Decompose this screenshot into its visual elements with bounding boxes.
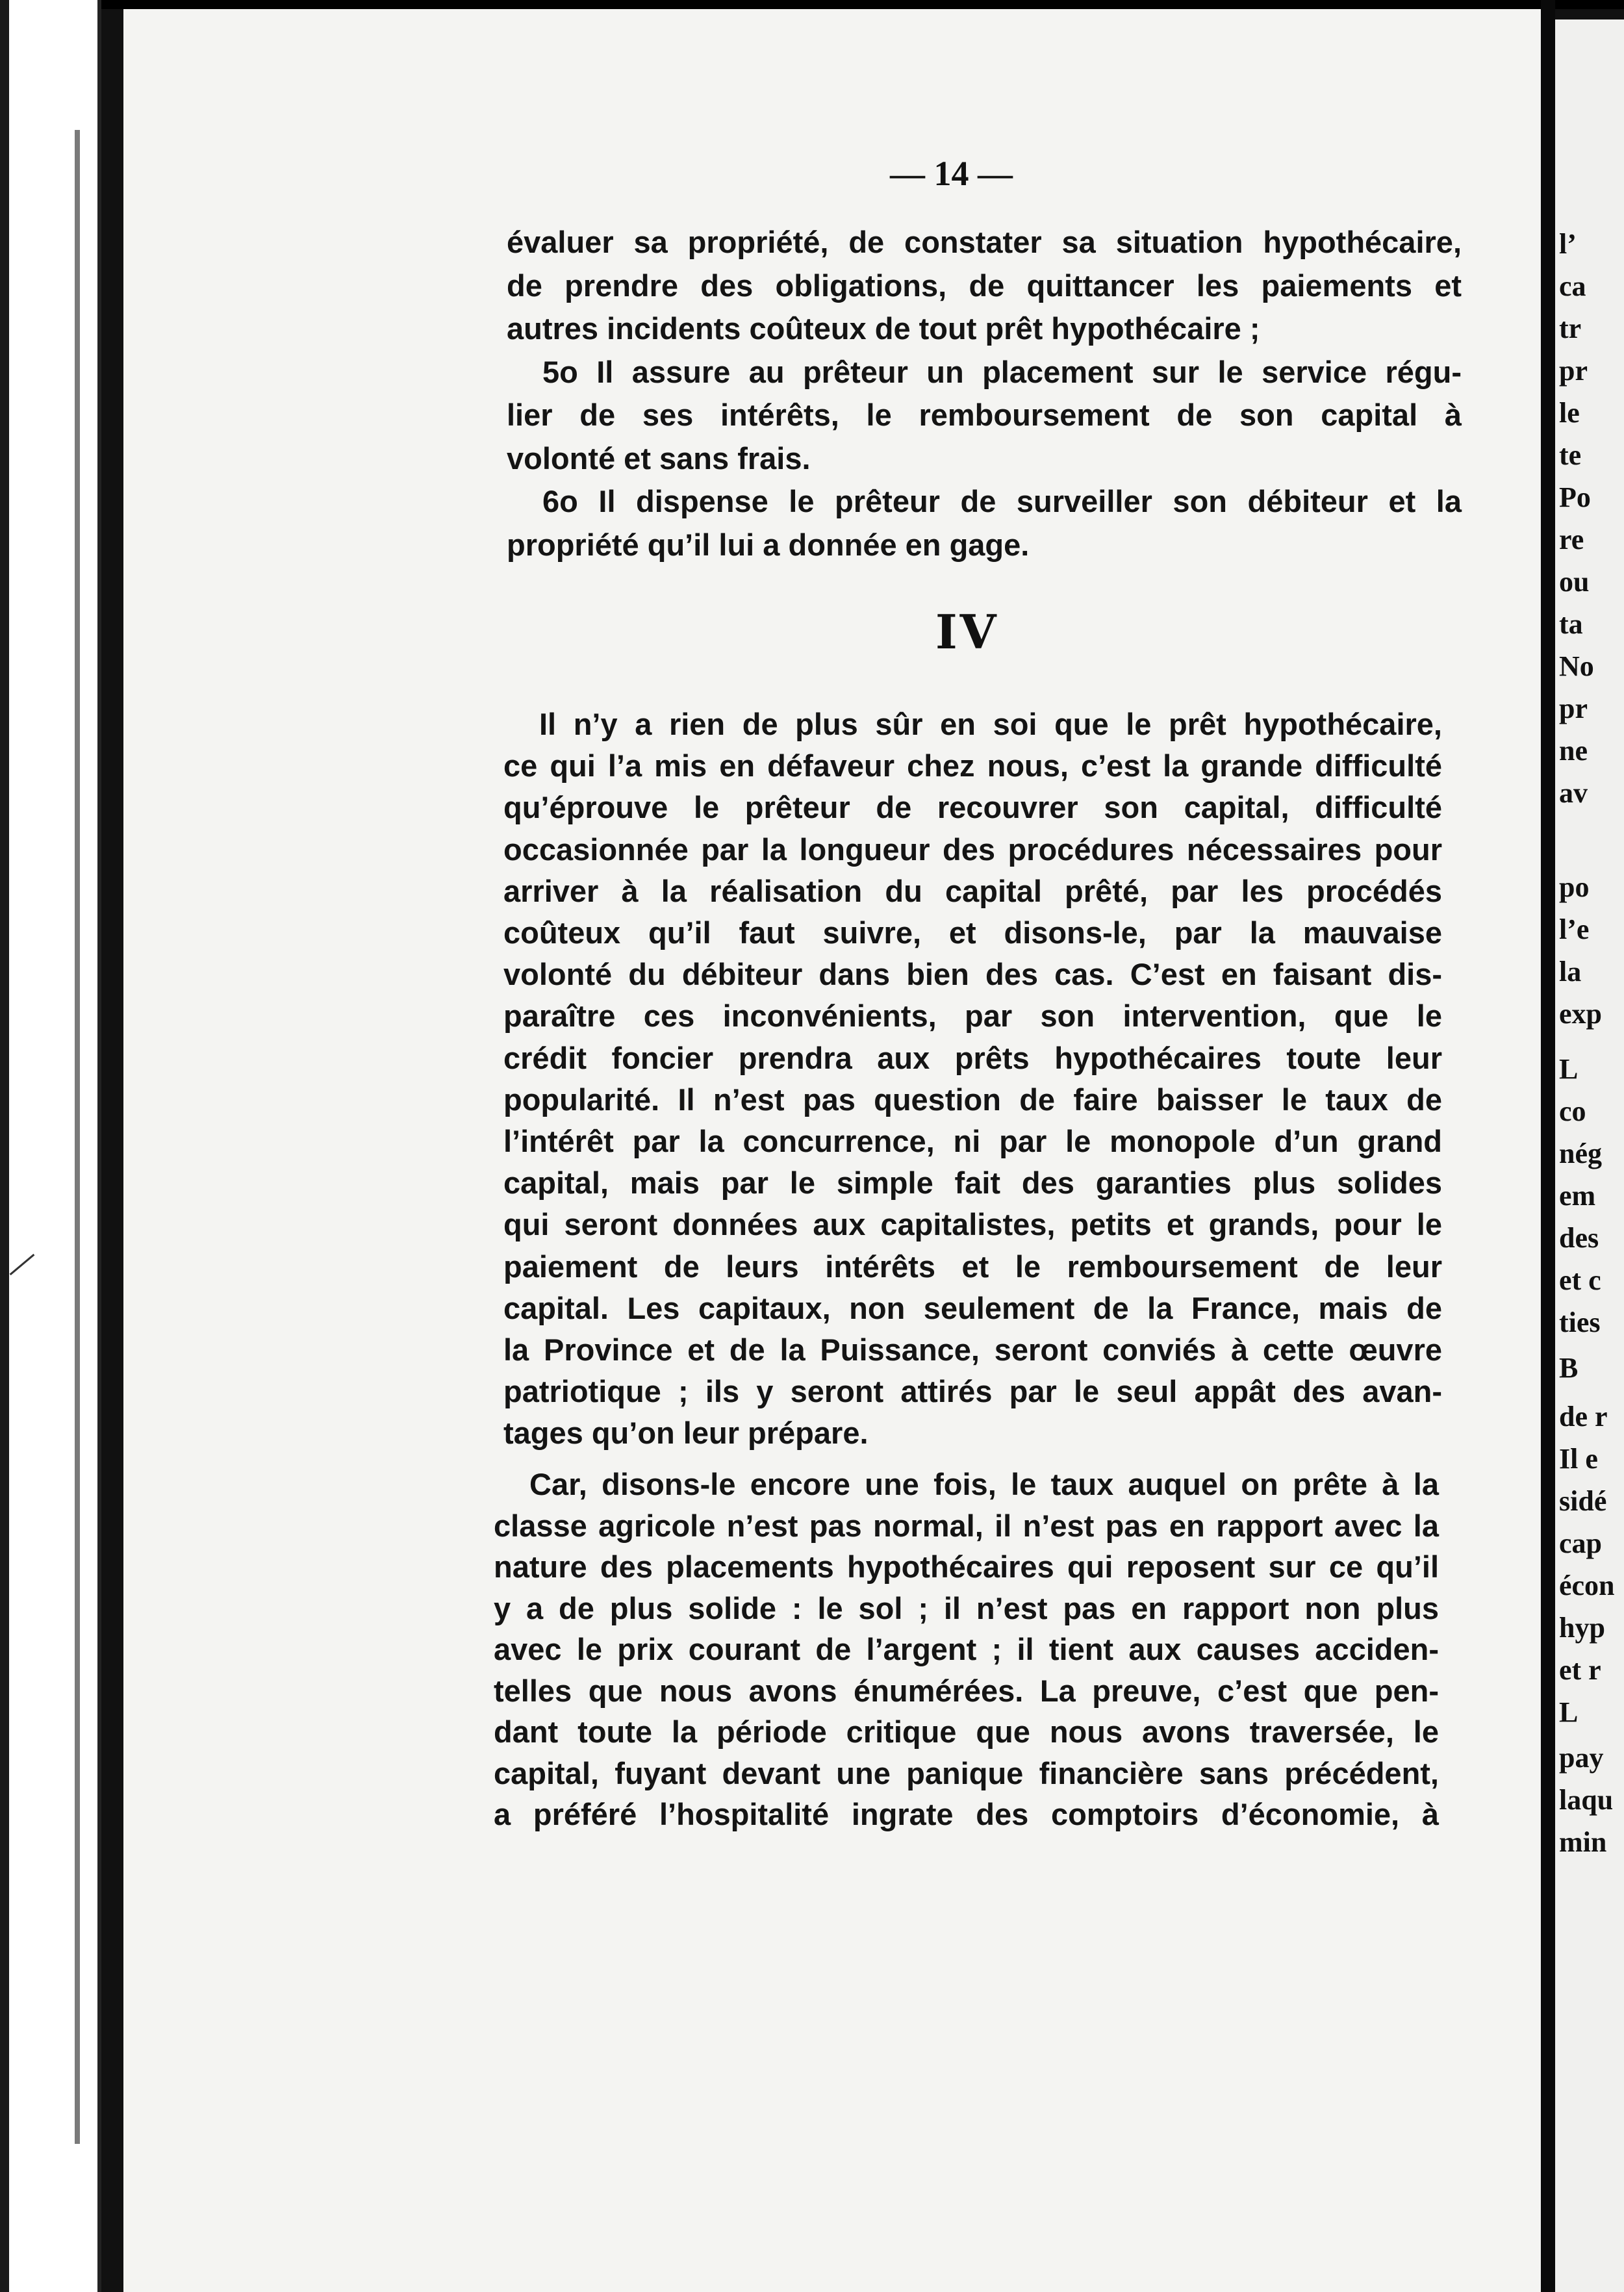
next-page-fragment: B [1559, 1352, 1579, 1384]
next-page-fragment: l’ [1559, 228, 1577, 260]
next-page-fragment: L [1559, 1696, 1579, 1728]
next-page-fragment: de r [1559, 1401, 1608, 1433]
text-line: telles que nous avons énumérées. La preuve, c’est que pen- [494, 1673, 1439, 1708]
text-line: Car, disons-le encore une fois, le taux auquel on prête à la [529, 1467, 1439, 1501]
next-page-fragment: ta [1559, 608, 1583, 640]
next-page-fragment: pr [1559, 693, 1588, 724]
text-line: 6o Il dispense le prêteur de surveiller son débiteur et la [542, 484, 1462, 518]
page-number: — 14 — [890, 154, 1013, 193]
next-page-fragment: laqu [1559, 1784, 1614, 1816]
text-line: de prendre des obligations, de quittancer les paiements et [507, 268, 1462, 303]
text-line: a préféré l’hospitalité ingrate des comptoirs d’économie, à [494, 1797, 1439, 1831]
next-page-fragment: co [1559, 1095, 1586, 1127]
text-line: capital. Les capitaux, non seulement de la France, mais de [503, 1290, 1442, 1325]
text-line: paraître ces inconvénients, par son intervention, que le [503, 999, 1442, 1034]
next-page-fragment: et c [1559, 1264, 1601, 1296]
text-line: 5o Il assure au prêteur un placement sur le service régu- [542, 354, 1462, 389]
next-page-fragment: po [1559, 871, 1590, 903]
text-line: patriotique ; ils y seront attirés par le seul appât des avan- [503, 1374, 1442, 1409]
next-page-fragment: cap [1559, 1527, 1602, 1559]
next-page-fragment: pr [1559, 355, 1588, 387]
next-page-fragment: Il e [1559, 1443, 1598, 1475]
text-line: Il n’y a rien de plus sûr en soi que le prêt hypothécaire, [539, 707, 1442, 741]
next-page-fragment: la [1559, 956, 1582, 987]
book-spine [1541, 0, 1555, 2292]
next-page-fragment: des [1559, 1222, 1599, 1254]
next-page-fragment: pay [1559, 1742, 1604, 1774]
next-page-fragment: ca [1559, 270, 1586, 302]
next-page-fragment: l’e [1559, 913, 1590, 945]
left-edge-line [97, 0, 101, 2292]
next-page-fragment: nég [1559, 1138, 1602, 1169]
text-line: volonté et sans frais. [507, 440, 811, 476]
text-line: paiement de leurs intérêts et le remboursement de leur [503, 1249, 1442, 1284]
left-edge-shadow [0, 0, 9, 2292]
next-page-fragment: écon [1559, 1570, 1615, 1601]
next-page-fragment: ou [1559, 566, 1590, 598]
section-heading: IV [935, 604, 999, 659]
text-line: arriver à la réalisation du capital prêté, par les procédés [503, 873, 1442, 908]
text-line: popularité. Il n’est pas question de faire baisser le taux de [503, 1082, 1442, 1117]
next-page-fragment: No [1559, 650, 1594, 682]
next-page-fragment: ties [1559, 1306, 1601, 1338]
text-line: autres incidents coûteux de tout prêt hypothécaire ; [507, 311, 1260, 346]
text-line: volonté du débiteur dans bien des cas. C’est en faisant dis- [503, 957, 1442, 992]
text-line: qu’éprouve le prêteur de recouvrer son capital, difficulté [503, 790, 1442, 825]
text-line: l’intérêt par la concurrence, ni par le monopole d’un grand [503, 1124, 1442, 1159]
text-line: capital, fuyant devant une panique financière sans précédent, [494, 1755, 1439, 1790]
next-page-fragment: sidé [1559, 1485, 1607, 1517]
text-line: qui seront données aux capitalistes, petits et grands, pour le [503, 1207, 1442, 1242]
text-line: dant toute la période critique que nous avons traversée, le [494, 1714, 1439, 1749]
paragraph-iv-1 [503, 704, 1442, 1455]
next-page-fragment: Po [1559, 481, 1591, 513]
text-line: crédit foncier prendra aux prêts hypothécaires toute leur [503, 1040, 1442, 1075]
next-page-fragment: le [1559, 397, 1580, 429]
paragraph-iv-2 [494, 1464, 1439, 1835]
next-page-fragment: hyp [1559, 1612, 1605, 1644]
text-line: lier de ses intérêts, le remboursement de son capital à [507, 398, 1462, 432]
paragraph-top [507, 221, 1462, 567]
text-line: classe agricole n’est pas normal, il n’est pas en rapport avec la [494, 1508, 1439, 1543]
next-page-fragment: L [1559, 1053, 1579, 1085]
text-line: évaluer sa propriété, de constater sa situation hypothécaire, [507, 225, 1462, 259]
next-page-fragment: av [1559, 777, 1588, 809]
text-line: nature des placements hypothécaires qui reposent sur ce qu’il [494, 1549, 1439, 1584]
text-line: coûteux qu’il faut suivre, et disons-le, par la mauvaise [503, 915, 1442, 950]
text-line: y a de plus solide : le sol ; il n’est pas en rapport non plus [494, 1590, 1439, 1625]
text-line: ce qui l’a mis en défaveur chez nous, c’est la grande difficulté [503, 748, 1442, 783]
next-page-fragment: ne [1559, 735, 1588, 767]
scan-top-border [0, 0, 1624, 9]
left-page-edges [0, 0, 97, 2292]
next-page-fragment: re [1559, 524, 1584, 555]
text-line: occasionnée par la longueur des procédures nécessaires pour [503, 832, 1442, 867]
text-line: propriété qu’il lui a donnée en gage. [507, 527, 1030, 562]
next-page-fragment: tr [1559, 312, 1582, 344]
left-edge-gray-strip [75, 130, 80, 2144]
text-line: capital, mais par le simple fait des garanties plus solides [503, 1165, 1442, 1201]
next-page-fragment: exp [1559, 998, 1602, 1030]
next-page-fragment: min [1559, 1826, 1607, 1858]
text-line: avec le prix courant de l’argent ; il tient aux causes acciden- [494, 1632, 1439, 1666]
next-page-fragment: em [1559, 1180, 1596, 1212]
next-page-sliver [1555, 19, 1624, 2292]
text-line: tages qu’on leur prépare. [503, 1416, 869, 1451]
next-page-fragment: et r [1559, 1654, 1601, 1686]
next-page-fragment: te [1559, 439, 1582, 471]
text-line: la Province et de la Puissance, seront conviés à cette œuvre [503, 1332, 1442, 1368]
